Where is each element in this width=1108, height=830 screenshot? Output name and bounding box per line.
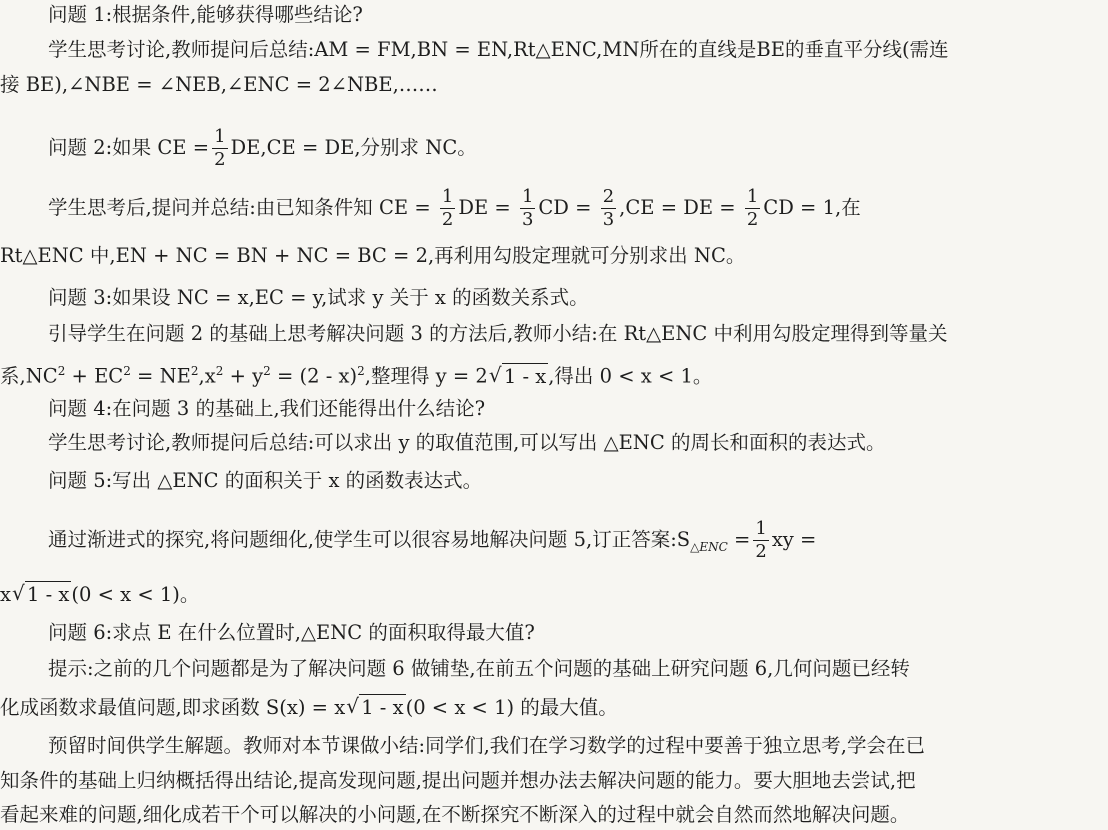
square-root: √ 1 - x <box>347 695 405 721</box>
paragraph-line: 看起来难的问题,细化成若干个可以解决的小问题,在不断探究不断深入的过程中就会自然而然地解决问题。 <box>0 803 910 826</box>
paragraph-line: 学生思考讨论,教师提问后总结:可以求出 y 的取值范围,可以写出 △ENC 的周长和面积的表达式。 <box>48 431 886 454</box>
square-root: √ 1 - x <box>13 582 71 608</box>
problem-6: 问题 6:求点 E 在什么位置时,△ENC 的面积取得最大值? <box>48 621 535 644</box>
paragraph-line: 学生思考后,提问并总结:由已知条件知 CE = $\frac{1}{2}$ DE = $\frac{1}{3}$ CD = $\frac{2}{3}$ ,CE = DE = $\frac{1}{2}$ CD = 1,在 <box>48 186 861 230</box>
problem-1: 问题 1:根据条件,能够获得哪些结论? <box>48 3 363 26</box>
problem-3: 问题 3:如果设 NC = x,EC = y,试求 y 关于 x 的函数关系式。 <box>48 286 589 309</box>
fraction: $\frac{1}{2}$ <box>755 518 767 562</box>
problem-4: 问题 4:在问题 3 的基础上,我们还能得出什么结论? <box>48 397 486 420</box>
paragraph-line: 预留时间供学生解题。教师对本节课做小结:同学们,我们在学习数学的过程中要善于独立思考,学会在已 <box>48 734 925 757</box>
paragraph-line: 引导学生在问题 2 的基础上思考解决问题 3 的方法后,教师小结:在 Rt△ENC 中利用勾股定理得到等量关 <box>48 322 948 345</box>
paragraph-line: 提示:之前的几个问题都是为了解决问题 6 做铺垫,在前五个问题的基础上研究问题 6,几何问题已经转 <box>48 657 910 680</box>
fraction: $\frac{2}{3}$ <box>602 186 615 230</box>
problem-2: 问题 2:如果 CE = $\frac{1}{2}$ DE,CE = DE,分别求 NC。 <box>48 126 477 170</box>
fraction: $\frac{1}{2}$ <box>441 186 454 230</box>
paragraph-line: 通过渐进式的探究,将问题细化,使学生可以很容易地解决问题 5,订正答案$:S_{\triangle ENC}$ = $\frac{1}{2}$ xy = <box>48 518 817 562</box>
fraction: $\frac{1}{3}$ <box>521 186 534 230</box>
fraction: $\frac{1}{2}$ <box>214 126 226 170</box>
paragraph-line: 接 BE),∠NBE = ∠NEB,∠ENC = 2∠NBE,…… <box>0 73 438 96</box>
problem-5: 问题 5:写出 △ENC 的面积关于 x 的函数表达式。 <box>48 469 483 492</box>
paragraph-line: Rt△ENC 中,EN + NC = BN + NC = BC = 2,再利用勾股定理就可分别求出 NC。 <box>0 244 746 267</box>
paragraph-line: 知条件的基础上归纳概括得出结论,提高发现问题,提出问题并想办法去解决问题的能力。要大胆地去尝试,把 <box>0 769 916 792</box>
paragraph-line: 学生思考讨论,教师提问后总结:AM = FM,BN = EN,Rt△ENC,MN所在的直线是BE的垂直平分线(需连 <box>48 38 949 61</box>
square-root: √ 1 - x <box>490 364 548 390</box>
paragraph-line: x√ 1 - x (0 < x < 1)。 <box>0 582 1108 608</box>
paragraph-line: 化成函数求最值问题,即求函数 S(x) = x√ 1 - x (0 < x < 1) 的最大值。 <box>0 695 1108 721</box>
paragraph-line: 系$,NC^2 + EC^2 = NE^2,x^2 + y^2 = (2 - x)^2$,整理得 y = 2√ 1 - x ,得出 0 < x < 1。 <box>0 358 1108 390</box>
fraction: $\frac{1}{2}$ <box>746 186 759 230</box>
